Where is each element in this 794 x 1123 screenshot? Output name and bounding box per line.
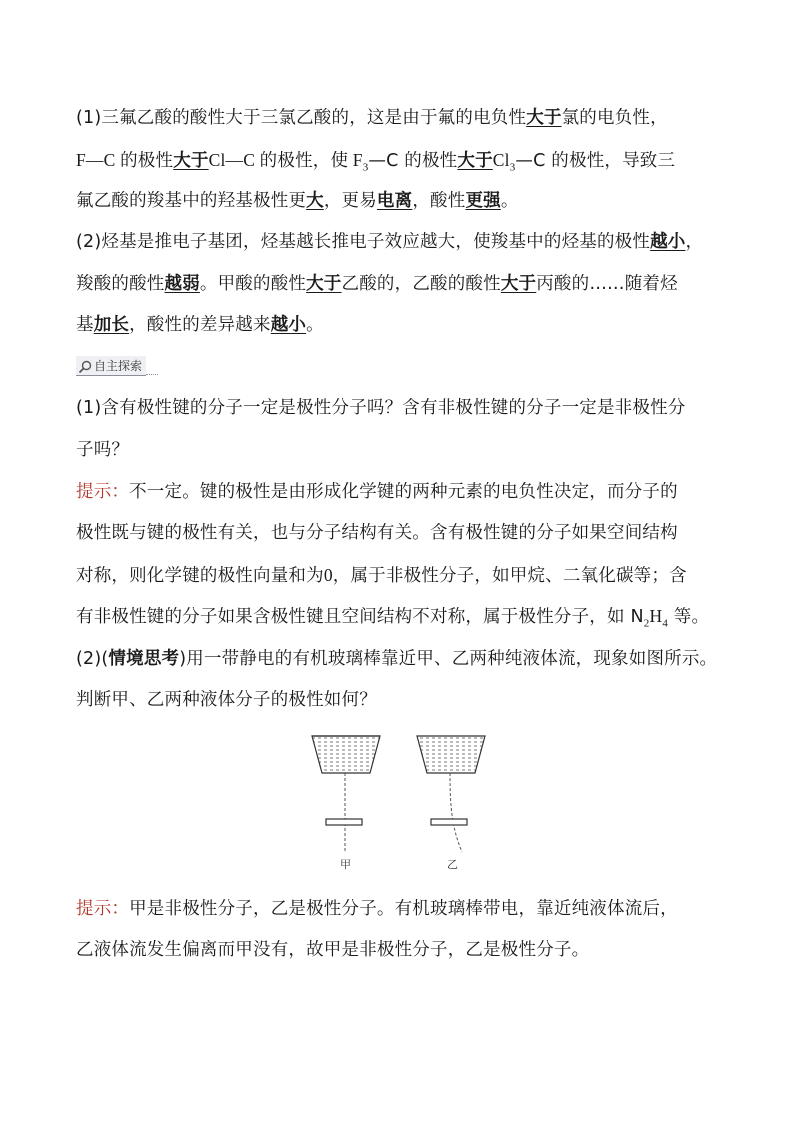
- answer-blank: 大于: [526, 108, 562, 128]
- text: F—C 的极性: [76, 150, 174, 170]
- text: H: [649, 606, 663, 626]
- badge-tail: [146, 373, 158, 375]
- para1-line2: [76, 148, 675, 180]
- text: ，属于非极性分子，如甲烷、二氧化碳等；含: [332, 566, 687, 586]
- answer-blank: 大于: [457, 151, 493, 171]
- text: 。: [500, 191, 519, 211]
- container-left: [312, 736, 380, 773]
- text: 极性既与键的极性有关，也与分子结构有关。含有极性键的分子如果空间结构: [76, 523, 678, 543]
- answer1-line4: [76, 604, 709, 636]
- figure-svg: [300, 728, 500, 878]
- text: ，: [685, 232, 704, 252]
- text: 羧酸的酸性: [76, 274, 165, 294]
- text: ，酸性的差异越来: [129, 315, 271, 335]
- text: 丙酸的……随着烃: [536, 274, 678, 294]
- glass-rod-left: [326, 819, 362, 825]
- answer-blank: 大于: [173, 151, 209, 171]
- text: 氯的电负性，: [561, 108, 668, 128]
- para2-line3: [76, 313, 324, 337]
- para2-line1: [76, 230, 703, 254]
- hint-label: 提示：: [76, 482, 130, 502]
- question1-line2: [76, 438, 129, 462]
- context-thinking-label: 情境思考: [108, 649, 180, 669]
- text: 有非极性键的分子如果含极性键且空间结构不对称，属于极性分子，如 N: [76, 607, 644, 627]
- text: ，更易: [323, 191, 377, 211]
- answer1-line2: [76, 521, 678, 545]
- text: )用一带静电的有机玻璃棒靠近甲、乙两种纯液体流，现象如图所示。: [179, 649, 718, 669]
- question2-line1: [76, 647, 717, 671]
- text: 。: [306, 315, 324, 335]
- para2-line2: [76, 272, 678, 296]
- text: 甲是非极性分子，乙是极性分子。有机玻璃棒带电，靠近纯液体流后，: [129, 899, 678, 919]
- self-explore-badge: [76, 356, 158, 376]
- stream-right-deflected: [450, 773, 462, 852]
- text: —C 的极性: [368, 151, 458, 171]
- text: 子吗？: [76, 440, 130, 460]
- text: 氟乙酸的羧基中的羟基极性更: [76, 191, 307, 211]
- text: ，酸性: [412, 191, 466, 211]
- text: 对称，则化学键的极性向量和为: [76, 566, 324, 586]
- text: Cl—C 的极性，使 F: [208, 150, 363, 170]
- answer-blank: 大于: [306, 274, 342, 294]
- magnifier-icon: [78, 360, 92, 374]
- question2-line2: [76, 688, 377, 712]
- container-right: [417, 736, 485, 773]
- answer-blank: 更强: [465, 191, 501, 211]
- answer-blank: 加长: [93, 315, 130, 335]
- answer1-line1: [76, 480, 678, 504]
- subscript: 4: [662, 617, 669, 630]
- subscript: 3: [362, 161, 369, 174]
- text: (1)含有极性键的分子一定是极性分子吗？含有非极性键的分子一定是非极性分: [76, 398, 686, 418]
- badge-tag: [76, 356, 146, 376]
- answer2-line1: [76, 897, 678, 921]
- text: 不一定。键的极性是由形成化学键的两种元素的电负性决定，而分子的: [129, 482, 678, 502]
- text: (2)烃基是推电子基团，烃基越长推电子效应越大，使羧基中的烃基的极性: [76, 232, 651, 252]
- text: 基: [76, 315, 94, 335]
- text: —C 的极性，导致三: [515, 151, 676, 171]
- liquid-stream-figure: [300, 728, 500, 878]
- text: 判断甲、乙两种液体分子的极性如何？: [76, 690, 377, 710]
- text: 0: [323, 565, 333, 585]
- answer-blank: 越弱: [164, 274, 200, 294]
- hint-label: 提示：: [76, 899, 130, 919]
- answer-blank: 大: [306, 191, 324, 211]
- label-yi: 乙: [447, 858, 458, 871]
- text: Cl: [492, 150, 510, 170]
- answer-blank: 越小: [270, 315, 307, 335]
- glass-rod-right: [431, 819, 467, 825]
- subscript: 2: [643, 617, 650, 630]
- text: 。甲酸的酸性: [199, 274, 307, 294]
- label-jia: 甲: [340, 858, 351, 871]
- text: (1)三氟乙酸的酸性大于三氯乙酸的，这是由于氟的电负性: [76, 108, 527, 128]
- badge-label: 自主探索: [94, 359, 143, 373]
- subscript: 3: [509, 161, 516, 174]
- text: 乙液体流发生偏离而甲没有，故甲是非极性分子，乙是极性分子。: [76, 940, 590, 960]
- para1-line1: [76, 106, 668, 130]
- answer-blank: 电离: [376, 191, 413, 211]
- answer-blank: 越小: [650, 232, 686, 252]
- para1-line3: [76, 189, 519, 213]
- answer1-line3: [76, 563, 687, 588]
- text: 乙酸的，乙酸的酸性: [341, 274, 501, 294]
- question1-line1: [76, 396, 686, 420]
- text: 等。: [668, 607, 710, 627]
- answer-blank: 大于: [500, 274, 537, 294]
- text: (2)(: [76, 649, 109, 669]
- answer2-line2: [76, 938, 589, 962]
